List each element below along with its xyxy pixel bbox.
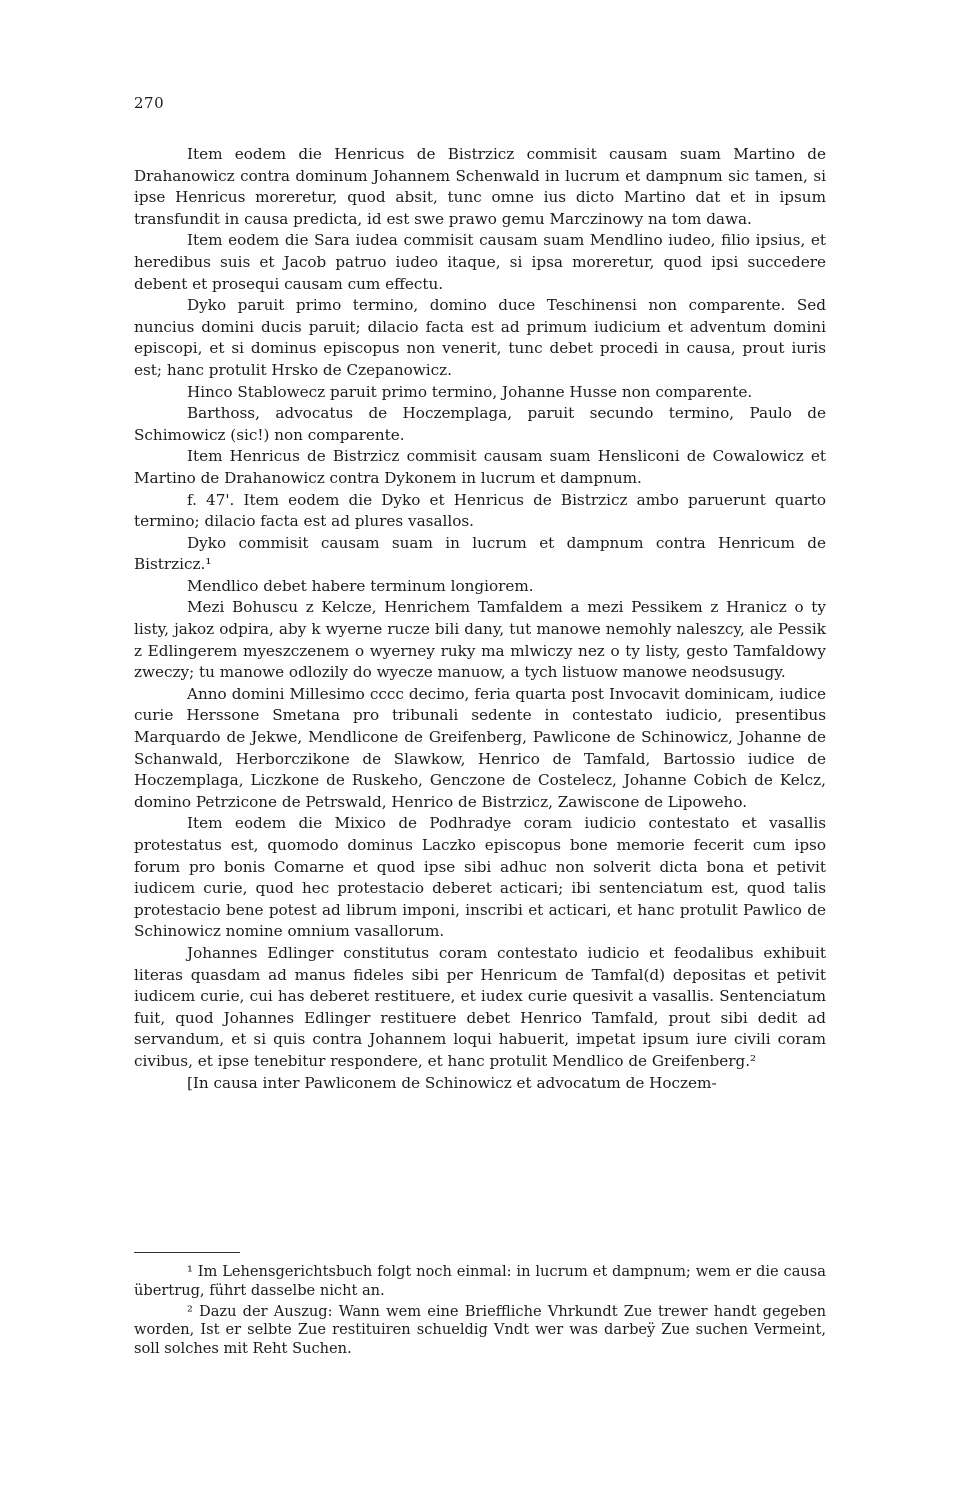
paragraph: Item eodem die Henricus de Bistrzicz commisit causam suam Martino de Drahanowicz contra dominum Johannem Schenwald in lucrum et dampnum sic tamen, si ipse Henricus moreretur, quod absit, tunc omne ius dicto Martino dat et in ipsum transfundit in causa predicta, id est swe prawo gemu Marczinowy na tom dawa. [134,145,826,228]
paragraph: Anno domini Millesimo cccc decimo, feria quarta post Invocavit dominicam, iudice curie Herssone Smetana pro tribunali sedente in contestato iudicio, presentibus Marquardo de Jekwe, Mendlicone de Greifenberg, Pawlicone de Schinowicz, Johanne de Schanwald, Herborczikone de Slawkow, Henrico de Tamfald, Bartossio iudice de Hoczemplaga, Liczkone de Ruskeho, Genczone de Costelecz, Johanne Cobich de Kelcz, domino Petrzicone de Petrswald, Henrico de Bistrzicz, Zawiscone de Lipoweho. [134,684,826,811]
paragraph: Hinco Stablowecz paruit primo termino, Johanne Husse non comparente. [187,382,753,401]
paragraph: Mezi Bohuscu z Kelcze, Henrichem Tamfaldem a mezi Pessikem z Hranicz o ty listy, jakoz odpira, aby k wyerne rucze bili dany, tut manowe nemohly naleszcy, ale Pessik z Edlingerem myeszczenem o wyerney ruky ma mlwiczy nez o ty listy, gesto Tamfaldowy zweczy; tu manowe odlozily do wyecze manuow, a tych listuow manowe neodsusugy. [134,598,826,682]
footnote: ¹ Im Lehensgerichtsbuch folgt noch einmal: in lucrum et dampnum; wem er die causa übertrug, führt dasselbe nicht an. [134,1263,826,1299]
paragraph: Item eodem die Mixico de Podhradye coram iudicio contestato et vasallis protestatus est, quomodo dominus Laczko episcopus bone memorie fecerit cum ipso forum pro bonis Comarne et quod ipse sibi adhuc non solverit dicta bona et petivit iudicem curie, quod hec protestacio deberet acticari; ibi sentenciatum est, quod talis protestacio bene potest ad librum imponi, inscribi et acticari, et hanc protulit Pawlico de Schinowicz nomine omnium vasallorum. [134,814,826,941]
paragraph: Mendlico debet habere terminum longiorem. [187,576,534,595]
footnotes [134,1263,826,1361]
paragraph: Item Henricus de Bistrzicz commisit causam suam Hensliconi de Cowalowicz et Martino de Drahanowicz contra Dykonem in lucrum et dampnum. [134,447,826,487]
paragraph: Johannes Edlinger constitutus coram contestato iudicio et feodalibus exhibuit literas quasdam ad manus fideles sibi per Henricum de Tamfal(d) depositas et petivit iudicem curie, cui has deberet restituere, et iudex curie quesivit a vasallis. Sentenciatum fuit, quod Johannes Edlinger restituere debet Henrico Tamfald, prout sibi dedit ad servandum, et si quis contra Johannem loqui habuerit, impetat ipsum iure civili coram civibus, et ipse tenebitur respondere, et hanc protulit Mendlico de Greifenberg.² [134,943,826,1070]
paragraph: Dyko commisit causam suam in lucrum et dampnum contra Henricum de Bistrzicz.¹ [134,533,826,574]
paragraph: [In causa inter Pawliconem de Schinowicz et advocatum de Hoczem- [187,1073,717,1092]
footnote: ² Dazu der Auszug: Wann wem eine Brieffliche Vhrkundt Zue trewer handt gegeben worden, Ist er selbte Zue restituiren schueldig Vndt wer was darbeÿ Zue suchen Vermeint, soll solches mit Reht Suchen. [134,1302,826,1358]
paragraph: Dyko paruit primo termino, domino duce Teschinensi non comparente. Sed nuncius domini ducis paruit; dilacio facta est ad primum iudicium et adventum domini episcopi, et si dominus episcopus non venerit, tunc debet procedi in causa, prout iuris est; hanc protulit Hrsko de Czepanowicz. [134,296,826,379]
paragraph: Item eodem die Sara iudea commisit causam suam Mendlino iudeo, filio ipsius, et heredibus suis et Jacob patruo iudeo itaque, si ipsa moreretur, quod ipsi succedere debent et prosequi causam cum effectu. [134,231,826,293]
paragraph: Barthoss, advocatus de Hoczemplaga, paruit secundo termino, Paulo de Schimowicz (sic!) non comparente. [134,404,826,444]
footnote-divider [134,1252,240,1253]
main-text [134,144,826,1094]
page-number: 270 [134,94,165,112]
paragraph: f. 47'. Item eodem die Dyko et Henricus de Bistrzicz ambo paruerunt quarto termino; dilacio facta est ad plures vasallos. [134,490,826,531]
